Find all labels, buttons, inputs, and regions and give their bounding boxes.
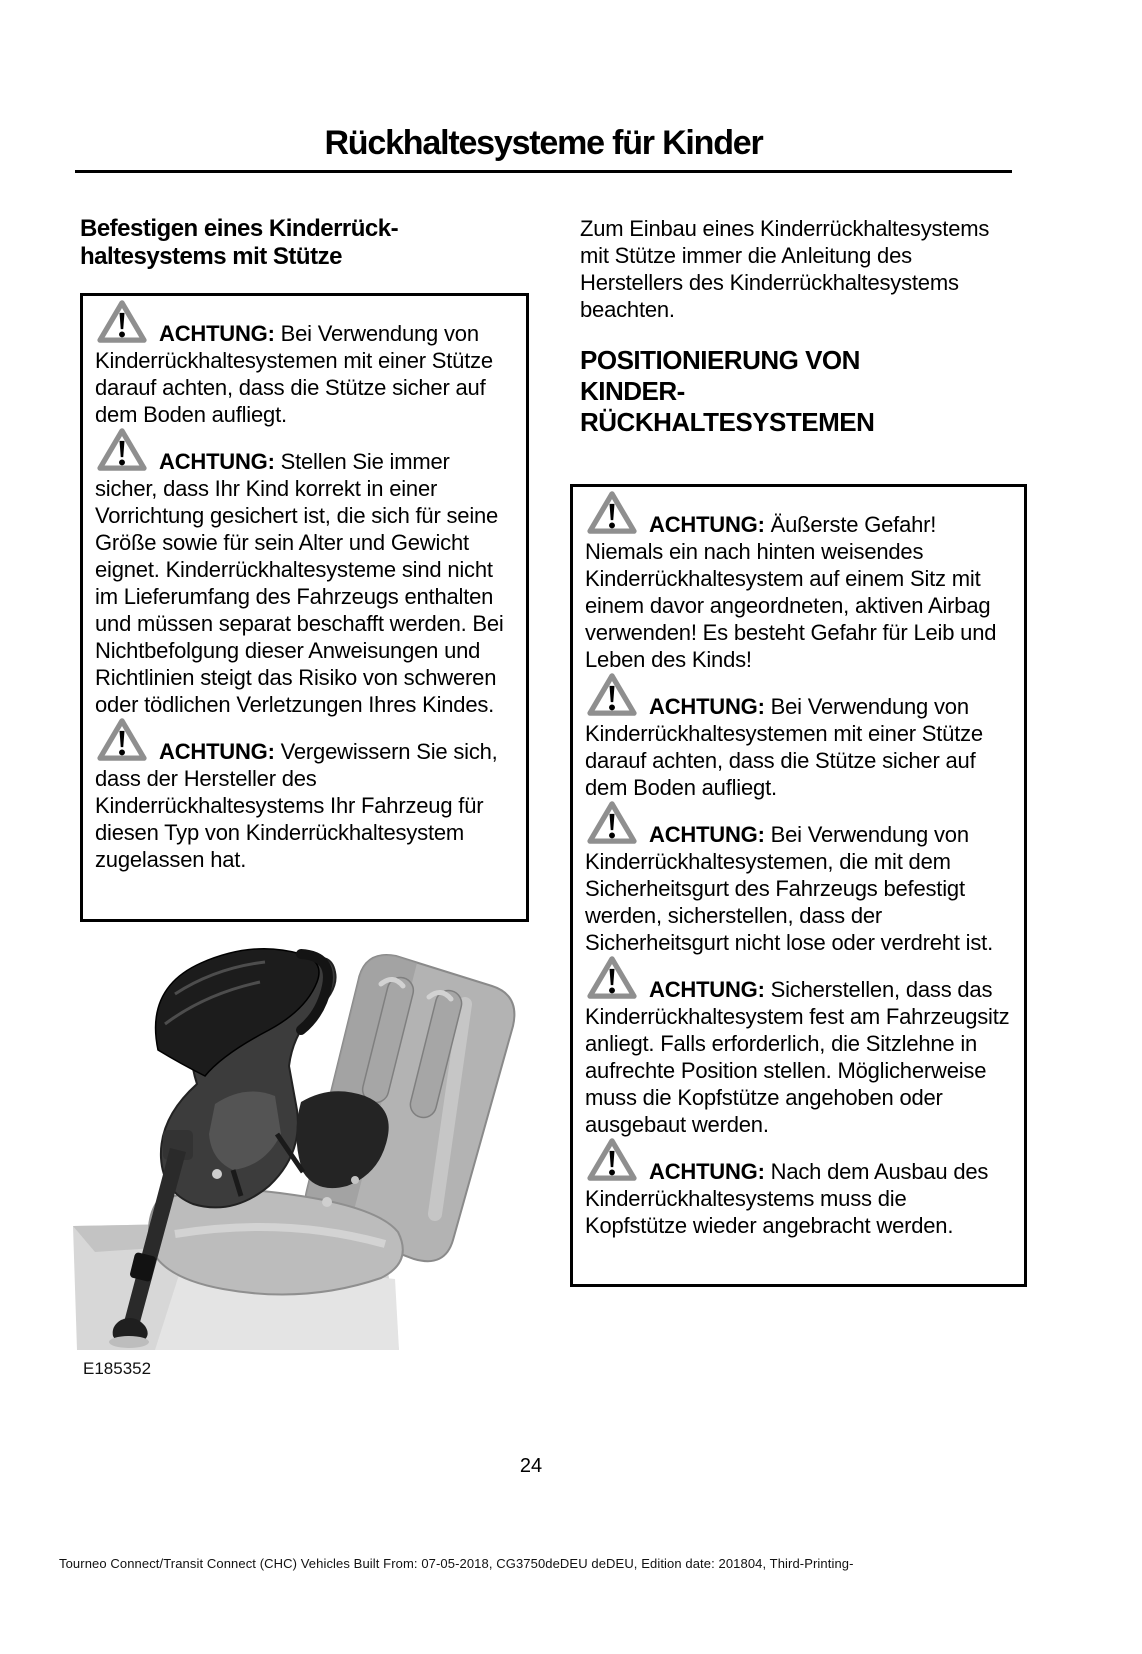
warning-label: ACHTUNG:: [649, 694, 765, 719]
warning-triangle-icon: [97, 300, 147, 344]
warning-text: Bei Verwendung von Kinderrückhaltesystemen mit einer Stütze darauf achten, dass die Stütze sicher auf dem Boden aufliegt.: [585, 694, 983, 800]
warning-label: ACHTUNG:: [159, 321, 275, 346]
warning-box-right: [570, 484, 1027, 1287]
warning-item: [585, 1158, 1012, 1239]
warning-label: ACHTUNG:: [159, 739, 275, 764]
page-number: 24: [519, 1455, 543, 1477]
warning-triangle-icon: [97, 428, 147, 472]
figure-label: E185352: [83, 1359, 152, 1378]
warning-triangle-icon: [587, 673, 637, 717]
warning-triangle-icon: [587, 491, 637, 535]
warning-item: [585, 511, 1012, 673]
warning-text: Vergewissern Sie sich, dass der Hersteller des Kinderrückhaltesystems Ihr Fahrzeug für diesen Typ von Kinderrückhaltesystem zugelassen hat.: [95, 739, 498, 872]
warning-item: [585, 821, 1012, 956]
warning-item: [95, 738, 516, 873]
footer-text: Tourneo Connect/Transit Connect (CHC) Vehicles Built From: 07-05-2018, CG3750deDEU deDEU, Edition date: 201804, Third-Printing-: [59, 1556, 854, 1571]
warning-text: Bei Verwendung von Kinderrückhaltesystemen mit einer Stütze darauf achten, dass die Stütze sicher auf dem Boden aufliegt.: [95, 321, 493, 427]
left-column: [80, 215, 529, 1379]
page-title: Rückhaltesysteme für Kinder: [324, 124, 763, 162]
warning-label: ACHTUNG:: [649, 822, 765, 847]
section-heading-befestigen: [80, 215, 529, 271]
title-rule: [75, 170, 1012, 173]
heading-line: POSITIONIERUNG VON: [580, 345, 860, 375]
warning-item: [585, 693, 1012, 801]
warning-triangle-icon: [587, 956, 637, 1000]
intro-paragraph: Zum Einbau eines Kinderrückhaltesystems mit Stütze immer die Anleitung des Herstellers des Kinderrückhaltesystems beachten.: [580, 216, 990, 322]
warning-label: ACHTUNG:: [159, 449, 275, 474]
warning-triangle-icon: [587, 801, 637, 845]
heading-line: haltesystems mit Stütze: [80, 243, 342, 270]
heading-line: KINDER-: [580, 376, 685, 406]
warning-item: [95, 320, 516, 428]
warning-text: Sicherstellen, dass das Kinderrückhaltesystem fest am Fahrzeugsitz anliegt. Falls erforderlich, die Sitzlehne in aufrechte Position stellen. Möglicherweise muss die Kopfstütze angehoben oder ausgebaut werden.: [585, 977, 1010, 1137]
right-column: [570, 215, 1027, 1287]
warning-text: Stellen Sie immer sicher, dass Ihr Kind korrekt in einer Vorrichtung gesichert ist, die sich für seine Größe sowie für sein Alter und Gewicht eignet. Kinderrückhaltesysteme sind nicht im Lieferumfang des Fahrzeugs enthalten und müssen separat beschafft werden. Bei Nichtbefolgung dieser Anweisungen und Richtlinien steigt das Risiko von schweren oder tödlichen Verletzungen Ihres Kindes.: [95, 449, 504, 717]
warning-triangle-icon: [587, 1138, 637, 1182]
child-seat-illustration: [65, 934, 535, 1352]
warning-item: [95, 448, 516, 718]
heading-line: RÜCKHALTESYSTEMEN: [580, 407, 875, 437]
warning-text: Nach dem Ausbau des Kinderrückhaltesystems muss die Kopfstütze wieder angebracht werden.: [585, 1159, 989, 1238]
warning-triangle-icon: [97, 718, 147, 762]
warning-text: Bei Verwendung von Kinderrückhaltesystemen, die mit dem Sicherheitsgurt des Fahrzeugs befestigt werden, sicherstellen, dass der Sicherheitsgurt nicht lose oder verdreht ist.: [585, 822, 993, 955]
warning-text: Äußerste Gefahr! Niemals ein nach hinten weisendes Kinderrückhaltesystem auf einem Sitz mit einem davor angeordneten, aktiven Airbag verwenden! Es besteht Gefahr für Leib und Leben des Kinds!: [585, 512, 997, 672]
section-heading-positionierung: [580, 345, 1027, 438]
warning-label: ACHTUNG:: [649, 512, 765, 537]
heading-line: Befestigen eines Kinderrück-: [80, 215, 399, 242]
figure-child-seat: [65, 934, 529, 1379]
warning-label: ACHTUNG:: [649, 977, 765, 1002]
warning-label: ACHTUNG:: [649, 1159, 765, 1184]
warning-box-left: [80, 293, 529, 922]
warning-item: [585, 976, 1012, 1138]
